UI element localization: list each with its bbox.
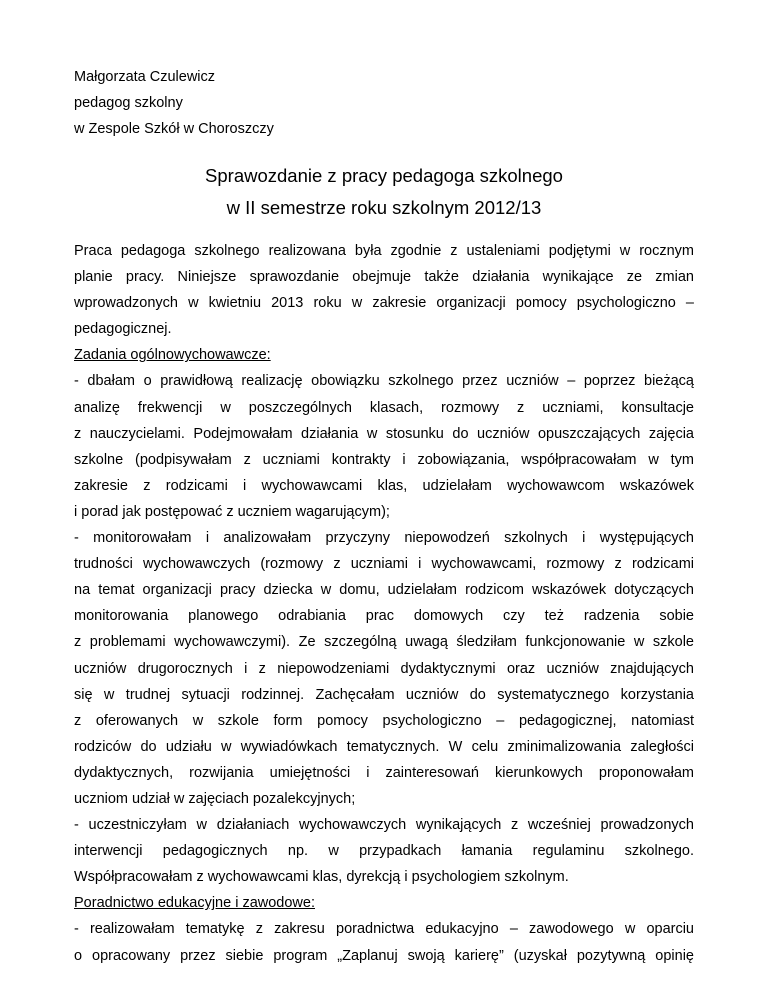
text-line: na temat organizacji pracy dziecka w domu, udzielałam rodzicom wskazówek dotyczących [74, 582, 694, 599]
text-line: szkolne (podpisywałam z uczniami kontrakty i zobowiązania, współpracowałam w tym [74, 451, 694, 468]
text-line: Współpracowałam z wychowawcami klas, dyrekcją i psychologiem szkolnym. [74, 869, 569, 886]
text-line: dydaktycznych, rozwijania umiejętności i zainteresowań kierunkowych proponowałam [74, 764, 694, 781]
section-heading: Zadania ogólnowychowawcze: [74, 347, 271, 364]
section-heading: Poradnictwo edukacyjne i zawodowe: [74, 895, 315, 912]
author-role: pedagog szkolny [74, 95, 183, 111]
text-line: pedagogicznej. [74, 321, 172, 338]
text-line: planie pracy. Niniejsze sprawozdanie obejmuje także działania wynikające ze zmian [74, 269, 694, 286]
title-line-1: Sprawozdanie z pracy pedagoga szkolnego [205, 165, 563, 186]
text-line: Praca pedagoga szkolnego realizowana była zgodnie z ustaleniami podjętymi w rocznym [74, 243, 694, 259]
text-line: o opracowany przez siebie program „Zaplanuj swoją karierę” (uzyskał pozytywną opinię [74, 947, 694, 964]
text-line: - dbałam o prawidłową realizację obowiązku szkolnego przez uczniów – poprzez bieżącą [74, 373, 694, 390]
author-name: Małgorzata Czulewicz [74, 69, 216, 85]
report-body [74, 238, 694, 969]
title-line-2: w II semestrze roku szkolnym 2012/13 [226, 197, 542, 218]
text-line: uczniom udział w zajęciach pozalekcyjnych; [74, 790, 356, 807]
text-line: interwencji pedagogicznych np. w przypadkach łamania regulaminu szkolnego. [74, 843, 694, 860]
text-line: się w trudnej sytuacji rodzinnej. Zachęcałam uczniów do systematycznego korzystania [74, 686, 694, 703]
text-line: analizę frekwencji w poszczególnych klasach, rozmowy z uczniami, konsultacje [74, 399, 694, 416]
text-line: - monitorowałam i analizowałam przyczyny niepowodzeń szkolnych i występujących [74, 530, 694, 547]
text-line: z oferowanych w szkole form pomocy psychologiczno – pedagogicznej, natomiast [74, 712, 694, 729]
text-line: i porad jak postępować z uczniem wagarującym); [74, 503, 390, 520]
text-line: rodziców do udziału w wywiadówkach tematycznych. W celu zminimalizowania zaległości [74, 738, 694, 755]
text-line: trudności wychowawczych (rozmowy z uczniami i wychowawcami, rozmowy z rodzicami [74, 556, 694, 573]
text-line: uczniów drugorocznych i z niepowodzeniami dydaktycznymi oraz uczniów znajdujących [74, 660, 694, 677]
text-line: wprowadzonych w kwietniu 2013 roku w zakresie organizacji pomocy psychologiczno – [74, 295, 694, 312]
document-title [74, 160, 694, 224]
text-line: monitorowania planowego odrabiania prac domowych czy też radzenia sobie [74, 608, 694, 625]
author-block [74, 64, 274, 142]
text-line: z problemami wychowawczymi). Ze szczególną uwagą śledziłam funkcjonowanie w szkole [74, 634, 694, 651]
text-line: z nauczycielami. Podejmowałam działania w stosunku do uczniów opuszczających zajęcia [74, 425, 694, 442]
text-line: zakresie z rodzicami i wychowawcami klas, udzielałam wychowawcom wskazówek [74, 477, 694, 494]
author-school: w Zespole Szkół w Choroszczy [74, 121, 274, 137]
text-line: - uczestniczyłam w działaniach wychowawczych wynikających z wcześniej prowadzonych [74, 817, 694, 834]
text-line: - realizowałam tematykę z zakresu poradnictwa edukacyjno – zawodowego w oparciu [74, 921, 694, 938]
